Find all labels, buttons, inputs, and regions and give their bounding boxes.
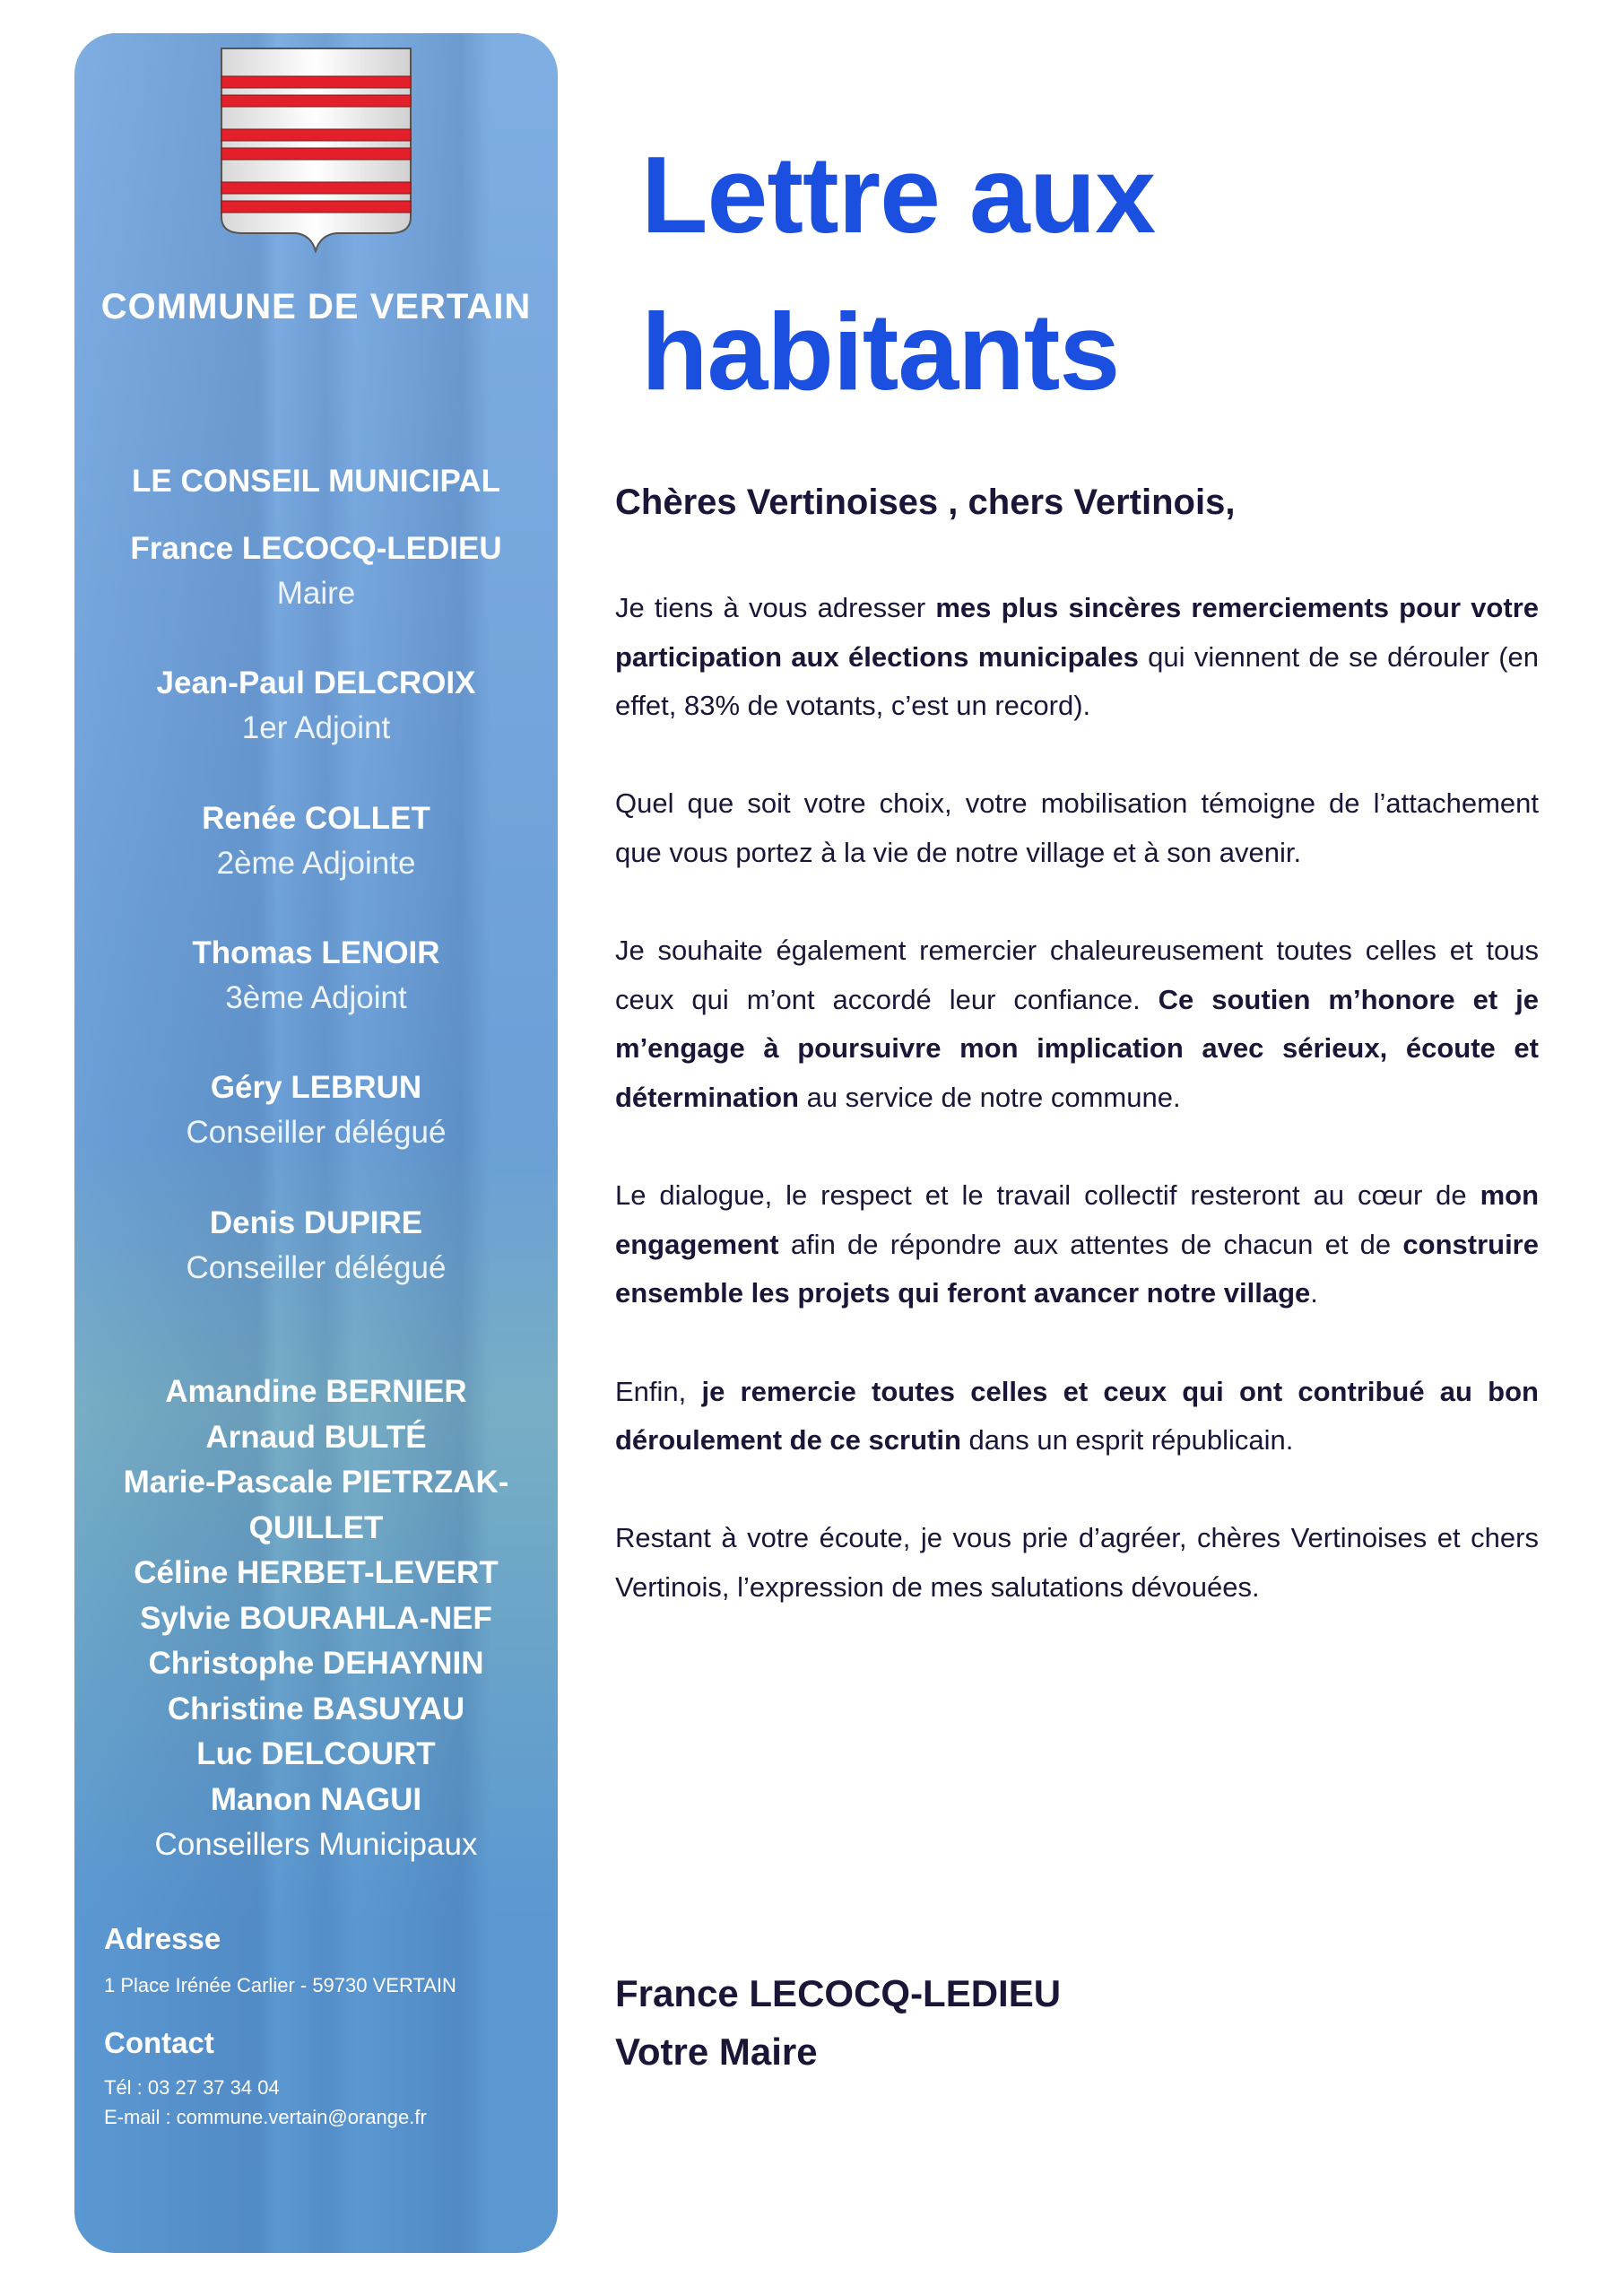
officer bbox=[74, 661, 558, 751]
signature-role: Votre Maire bbox=[615, 2031, 818, 2073]
coat-of-arms-logo bbox=[220, 47, 412, 253]
signature bbox=[615, 1964, 1061, 2081]
email-link[interactable]: E-mail : commune.vertain@orange.fr bbox=[104, 2106, 427, 2128]
councillor-name: Christine BASUYAU bbox=[167, 1691, 465, 1726]
paragraph: Le dialogue, le respect et le travail collectif resteront au cœur de mon engagement afin de répondre aux attentes de chacun et de construire ensemble les projets qui feront avancer notre village. bbox=[615, 1179, 1539, 1309]
councillor-name: Sylvie BOURAHLA-NEF bbox=[140, 1600, 492, 1636]
officer bbox=[74, 1065, 558, 1155]
title-line: habitants bbox=[641, 291, 1120, 413]
page-title bbox=[641, 117, 1155, 430]
officer-name: Renée COLLET bbox=[202, 801, 430, 836]
paragraph: Je souhaite également remercier chaleureusement toutes celles et tous ceux qui m’ont accordé leur confiance. Ce soutien m’honore et je m’engage à poursuivre mon implication avec sérieux, écoute et détermination au service de notre commune. bbox=[615, 935, 1539, 1113]
councillors-list bbox=[74, 1370, 558, 1868]
officer-role: Maire bbox=[276, 576, 356, 611]
officer-role: 3ème Adjoint bbox=[225, 980, 407, 1015]
officer-role: Conseiller délégué bbox=[186, 1250, 447, 1285]
councillor-name: Amandine BERNIER bbox=[165, 1374, 467, 1409]
officer-role: 1er Adjoint bbox=[241, 710, 391, 745]
officer-role: Conseiller délégué bbox=[186, 1115, 447, 1150]
paragraph: Enfin, je remercie toutes celles et ceux qui ont contribué au bon déroulement de ce scrutin dans un esprit républicain. bbox=[615, 1375, 1539, 1457]
councillor-name: Marie-Pascale PIETRZAK- bbox=[123, 1465, 509, 1500]
councillor-name: QUILLET bbox=[248, 1509, 384, 1545]
councillor-name: Céline HERBET-LEVERT bbox=[134, 1555, 499, 1590]
councillor-name: Manon NAGUI bbox=[210, 1781, 422, 1817]
paragraph: Je tiens à vous adresser mes plus sincères remerciements pour votre participation aux élections municipales qui viennent de se dérouler (en effet, 83% de votants, c’est un record). bbox=[615, 592, 1540, 722]
title-line: Lettre aux bbox=[641, 134, 1156, 256]
letter-body bbox=[615, 584, 1539, 1661]
officer-name: Denis DUPIRE bbox=[209, 1205, 423, 1240]
officer-name: Jean-Paul DELCROIX bbox=[156, 665, 476, 700]
sidebar-panel bbox=[74, 33, 558, 2253]
paragraph: Restant à votre écoute, je vous prie d’agréer, chères Vertinoises et chers Vertinois, l’expression de mes salutations dévouées. bbox=[615, 1522, 1539, 1603]
signature-name: France LECOCQ-LEDIEU bbox=[615, 1972, 1062, 2014]
councillor-name: Luc DELCOURT bbox=[196, 1736, 436, 1771]
salutation: Chères Vertinoises , chers Vertinois, bbox=[615, 483, 1236, 522]
paragraph: Quel que soit votre choix, votre mobilisation témoigne de l’attachement que vous portez à la vie de notre village et à son avenir. bbox=[615, 787, 1539, 868]
officer bbox=[74, 1201, 558, 1291]
phone-text: Tél : 03 27 37 34 04 bbox=[104, 2076, 280, 2099]
officer-name: Géry LEBRUN bbox=[210, 1070, 422, 1105]
officer-name: France LECOCQ-LEDIEU bbox=[130, 531, 502, 566]
councillors-role: Conseillers Municipaux bbox=[154, 1827, 478, 1862]
officer bbox=[74, 796, 558, 886]
address-heading: Adresse bbox=[104, 1922, 221, 1955]
commune-name: COMMUNE DE VERTAIN bbox=[100, 287, 532, 326]
officer bbox=[74, 931, 558, 1021]
councillor-name: Arnaud BULTÉ bbox=[205, 1419, 427, 1455]
contact-heading: Contact bbox=[104, 2026, 214, 2059]
address-text: 1 Place Irénée Carlier - 59730 VERTAIN bbox=[104, 1974, 456, 1996]
council-heading: LE CONSEIL MUNICIPAL bbox=[132, 464, 500, 499]
officer-name: Thomas LENOIR bbox=[192, 935, 440, 970]
councillor-name: Christophe DEHAYNIN bbox=[148, 1646, 484, 1681]
officer-role: 2ème Adjointe bbox=[216, 846, 416, 881]
officer bbox=[74, 526, 558, 616]
